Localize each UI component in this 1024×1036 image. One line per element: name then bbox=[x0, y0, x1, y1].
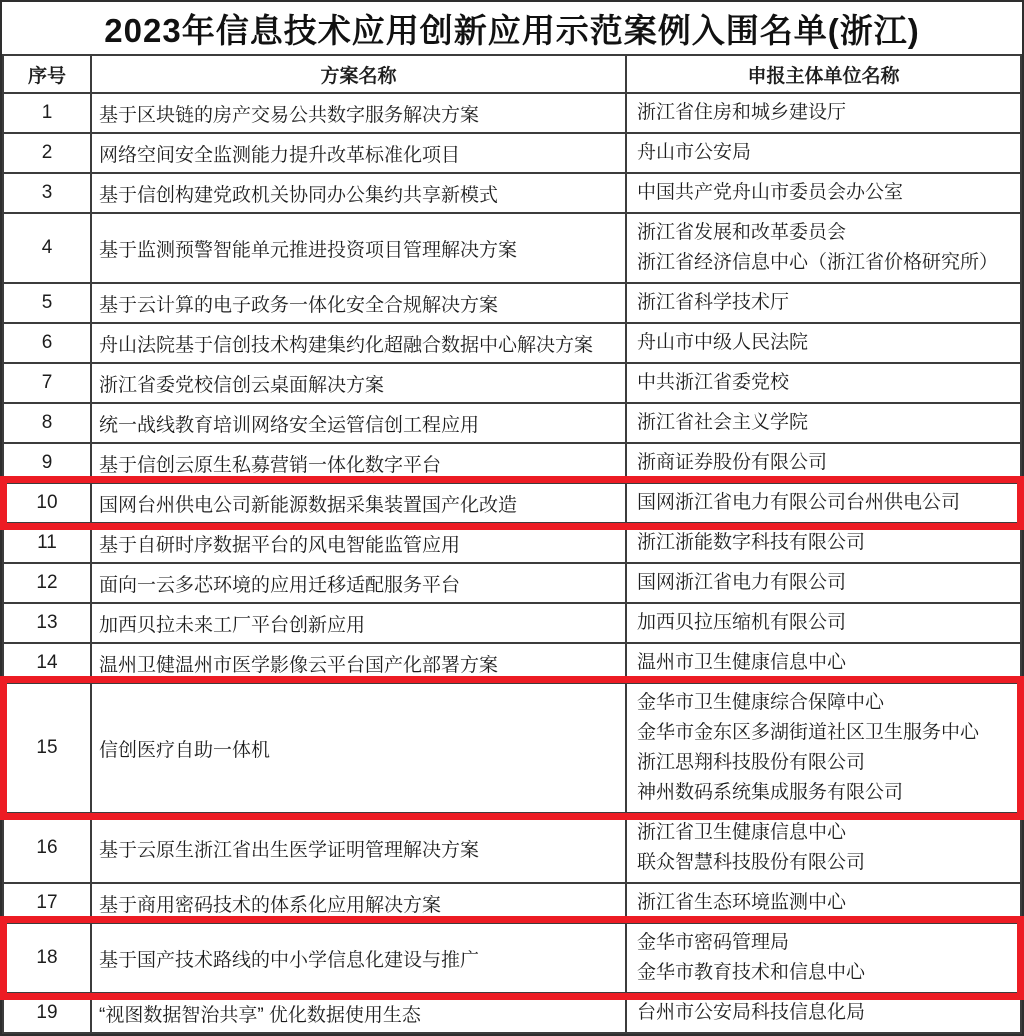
unit-line: 中共浙江省委党校 bbox=[637, 372, 790, 393]
applicant-units bbox=[626, 93, 1021, 133]
solution-name: 基于信创构建党政机关协同办公集约共享新模式 bbox=[91, 173, 626, 213]
row-number: 3 bbox=[3, 173, 91, 213]
table-header-row bbox=[3, 55, 1021, 93]
solution-name: 网络空间安全监测能力提升改革标准化项目 bbox=[91, 133, 626, 173]
unit-line: 浙江省住房和城乡建设厅 bbox=[637, 102, 847, 123]
unit-line: 温州市卫生健康信息中心 bbox=[637, 652, 847, 673]
solution-name: 温州卫健温州市医学影像云平台国产化部署方案 bbox=[91, 643, 626, 683]
solution-name: 舟山法院基于信创技术构建集约化超融合数据中心解决方案 bbox=[91, 323, 626, 363]
unit-line: 舟山市中级人民法院 bbox=[637, 332, 809, 353]
applicant-units bbox=[626, 643, 1021, 683]
solution-name: 基于自研时序数据平台的风电智能监管应用 bbox=[91, 523, 626, 563]
applicant-units bbox=[626, 323, 1021, 363]
unit-line: 金华市卫生健康综合保障中心 bbox=[637, 692, 885, 713]
solution-name: 基于云原生浙江省出生医学证明管理解决方案 bbox=[91, 813, 626, 883]
row-number: 18 bbox=[3, 923, 91, 993]
solution-name: 统一战线教育培训网络安全运管信创工程应用 bbox=[91, 403, 626, 443]
cases-table bbox=[2, 54, 1022, 1034]
table-row bbox=[3, 213, 1021, 283]
row-number: 13 bbox=[3, 603, 91, 643]
solution-name: 基于信创云原生私募营销一体化数字平台 bbox=[91, 443, 626, 483]
solution-name: 国网台州供电公司新能源数据采集装置国产化改造 bbox=[91, 483, 626, 523]
applicant-units bbox=[626, 403, 1021, 443]
applicant-units bbox=[626, 603, 1021, 643]
applicant-units bbox=[626, 283, 1021, 323]
row-number: 12 bbox=[3, 563, 91, 603]
applicant-units bbox=[626, 683, 1021, 813]
solution-name: 基于商用密码技术的体系化应用解决方案 bbox=[91, 883, 626, 923]
row-number: 7 bbox=[3, 363, 91, 403]
solution-name: 基于云计算的电子政务一体化安全合规解决方案 bbox=[91, 283, 626, 323]
header-cell-no: 序号 bbox=[3, 55, 91, 93]
table-row bbox=[3, 603, 1021, 643]
applicant-units bbox=[626, 363, 1021, 403]
solution-name: 加西贝拉未来工厂平台创新应用 bbox=[91, 603, 626, 643]
unit-line: 浙江省科学技术厅 bbox=[637, 292, 790, 313]
row-number: 4 bbox=[3, 213, 91, 283]
table-row bbox=[3, 643, 1021, 683]
table-row bbox=[3, 883, 1021, 923]
solution-name: 基于区块链的房产交易公共数字服务解决方案 bbox=[91, 93, 626, 133]
unit-line: 国网浙江省电力有限公司 bbox=[637, 572, 847, 593]
solution-name: 基于监测预警智能单元推进投资项目管理解决方案 bbox=[91, 213, 626, 283]
header-cell-unit: 申报主体单位名称 bbox=[626, 55, 1021, 93]
unit-line: 浙江省卫生健康信息中心 bbox=[637, 822, 847, 843]
row-number: 17 bbox=[3, 883, 91, 923]
row-number: 16 bbox=[3, 813, 91, 883]
solution-name: 基于国产技术路线的中小学信息化建设与推广 bbox=[91, 923, 626, 993]
row-number: 5 bbox=[3, 283, 91, 323]
table-row bbox=[3, 133, 1021, 173]
applicant-units bbox=[626, 523, 1021, 563]
header-cell-name: 方案名称 bbox=[91, 55, 626, 93]
table-row bbox=[3, 683, 1021, 813]
page-title: 2023年信息技术应用创新应用示范案例入围名单(浙江) bbox=[104, 11, 920, 49]
table-body bbox=[3, 93, 1021, 1033]
table-row bbox=[3, 363, 1021, 403]
applicant-units bbox=[626, 443, 1021, 483]
unit-line: 台州市公安局科技信息化局 bbox=[637, 1002, 866, 1023]
table-row bbox=[3, 403, 1021, 443]
table-row bbox=[3, 993, 1021, 1033]
row-number: 9 bbox=[3, 443, 91, 483]
solution-name: 浙江省委党校信创云桌面解决方案 bbox=[91, 363, 626, 403]
row-number: 15 bbox=[3, 683, 91, 813]
table-row bbox=[3, 443, 1021, 483]
row-number: 6 bbox=[3, 323, 91, 363]
row-number: 10 bbox=[3, 483, 91, 523]
row-number: 2 bbox=[3, 133, 91, 173]
unit-line: 浙江省经济信息中心（浙江省价格研究所） bbox=[637, 252, 999, 273]
applicant-units bbox=[626, 563, 1021, 603]
table-row bbox=[3, 283, 1021, 323]
unit-line: 金华市教育技术和信息中心 bbox=[637, 962, 866, 983]
row-number: 19 bbox=[3, 993, 91, 1033]
table-row bbox=[3, 173, 1021, 213]
unit-line: 金华市密码管理局 bbox=[637, 932, 790, 953]
applicant-units bbox=[626, 213, 1021, 283]
solution-name: 信创医疗自助一体机 bbox=[91, 683, 626, 813]
applicant-units bbox=[626, 813, 1021, 883]
applicant-units bbox=[626, 133, 1021, 173]
table-row bbox=[3, 563, 1021, 603]
unit-line: 中国共产党舟山市委员会办公室 bbox=[637, 182, 904, 203]
unit-line: 联众智慧科技股份有限公司 bbox=[637, 852, 866, 873]
table-row bbox=[3, 523, 1021, 563]
row-number: 1 bbox=[3, 93, 91, 133]
table-row bbox=[3, 93, 1021, 133]
unit-line: 浙江省发展和改革委员会 bbox=[637, 222, 847, 243]
unit-line: 舟山市公安局 bbox=[637, 142, 752, 163]
applicant-units bbox=[626, 923, 1021, 993]
table-row bbox=[3, 923, 1021, 993]
unit-line: 加西贝拉压缩机有限公司 bbox=[637, 612, 847, 633]
applicant-units bbox=[626, 483, 1021, 523]
row-number: 11 bbox=[3, 523, 91, 563]
unit-line: 浙江省生态环境监测中心 bbox=[637, 892, 847, 913]
unit-line: 浙江省社会主义学院 bbox=[637, 412, 809, 433]
applicant-units bbox=[626, 993, 1021, 1033]
unit-line: 神州数码系统集成服务有限公司 bbox=[637, 782, 904, 803]
applicant-units bbox=[626, 173, 1021, 213]
unit-line: 浙江思翔科技股份有限公司 bbox=[637, 752, 866, 773]
table-row bbox=[3, 483, 1021, 523]
unit-line: 浙江浙能数字科技有限公司 bbox=[637, 532, 866, 553]
unit-line: 国网浙江省电力有限公司台州供电公司 bbox=[637, 492, 961, 513]
unit-line: 金华市金东区多湖街道社区卫生服务中心 bbox=[637, 722, 980, 743]
applicant-units bbox=[626, 883, 1021, 923]
row-number: 8 bbox=[3, 403, 91, 443]
solution-name: 面向一云多芯环境的应用迁移适配服务平台 bbox=[91, 563, 626, 603]
solution-name: “视图数据智治共享” 优化数据使用生态 bbox=[91, 993, 626, 1033]
unit-line: 浙商证券股份有限公司 bbox=[637, 452, 828, 473]
row-number: 14 bbox=[3, 643, 91, 683]
table-row bbox=[3, 813, 1021, 883]
table-row bbox=[3, 323, 1021, 363]
